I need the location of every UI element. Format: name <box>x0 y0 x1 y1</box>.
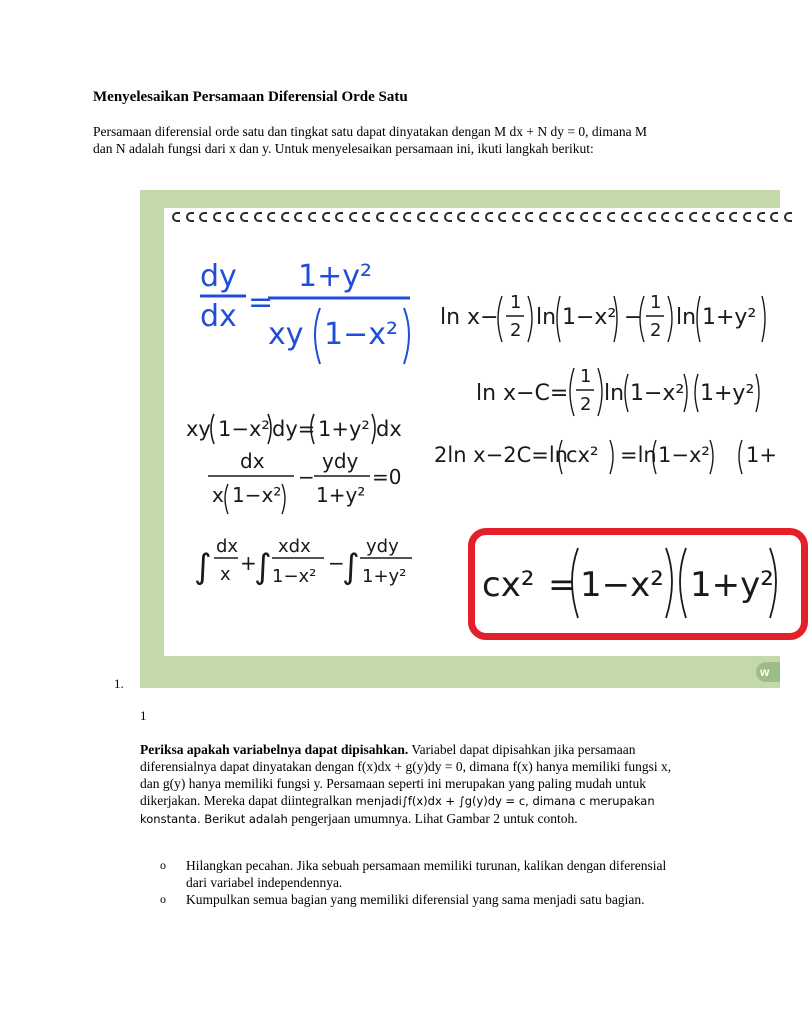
r1-two: 2 <box>510 320 522 341</box>
eq4-d2: 1−x² <box>272 566 317 587</box>
eq4-n1: dx <box>216 536 239 557</box>
svg-text:cx²: cx² <box>566 443 599 467</box>
step-text-1: Variabel dapat dipisahkan jika persamaan diferensialnya dapat dinyatakan dengan f(x)dx + g(y)dy = 0, dimana f(x) hanya memiliki fungsi x, dan g(y) hanya memiliki fungsi y. Persamaan seperti ini merupakan yang paling mudah untuk dikerjakan. Mereka dapat diintegralkan <box>140 742 672 808</box>
r1-a: ln x− <box>440 305 499 330</box>
svg-text:∫: ∫ <box>254 547 272 587</box>
r2-c: 1+y² <box>700 381 755 406</box>
intro-paragraph: Persamaan diferensial orde satu dan tingkat satu dapat dinyatakan dengan M dx + N dy = 0, dimana M dan N adalah fungsi dari x dan y. Untuk menyelesaikan persamaan ini, ikuti langkah berikut: <box>93 124 647 156</box>
r2-a: ln x−C= <box>476 381 569 406</box>
r1-half: 1 <box>510 292 522 313</box>
svg-text:ln: ln <box>676 305 697 330</box>
svg-text:1+y²: 1+y² <box>702 305 757 330</box>
result-f1: 1−x² <box>580 565 664 605</box>
step-heading: Periksa apakah variabelnya dapat dipisahkan. <box>140 742 409 757</box>
svg-text:1−x²: 1−x² <box>630 381 685 406</box>
eq4-n2: xdx <box>278 536 311 557</box>
list-item <box>160 857 680 891</box>
sub-step-list <box>160 857 680 908</box>
bullet-marker: o <box>160 858 166 872</box>
eq3-n2: ydy <box>322 449 359 473</box>
eq3-n1: dx <box>240 449 265 473</box>
eq1-numerator: 1+y² <box>298 259 373 294</box>
svg-text:1−x²: 1−x² <box>658 443 710 467</box>
eq3-rhs: =0 <box>372 465 402 489</box>
svg-text:=ln: =ln <box>620 443 657 467</box>
r2-two: 2 <box>580 394 592 415</box>
result-highlight-box <box>468 528 808 640</box>
eq1-den-xy: xy <box>268 317 304 352</box>
step-text-2: pengerjaan umumnya. Lihat Gambar 2 untuk contoh. <box>287 811 578 826</box>
list-item-text: Hilangkan pecahan. Jika sebuah persamaan memiliki turunan, kalikan dengan diferensial dari variabel independennya. <box>186 858 667 890</box>
svg-text:1: 1 <box>650 292 662 313</box>
svg-text:2: 2 <box>650 320 662 341</box>
svg-text:1−x²: 1−x² <box>218 417 270 441</box>
svg-text:x: x <box>212 483 224 507</box>
r2-half: 1 <box>580 366 592 387</box>
equation-illustration <box>140 190 780 688</box>
eq4-d3: 1+y² <box>362 566 407 587</box>
binding-ring <box>784 212 792 222</box>
step-formula: menjadi∫f(x)dx + ∫g(y)dy = c, dimana c merupakan konstanta. Berikut adalah <box>140 794 655 826</box>
svg-text:+: + <box>240 551 257 575</box>
notebook-paper <box>164 208 784 656</box>
r3-text: 2ln x−2C=ln <box>434 443 568 467</box>
list-number: 1. <box>114 676 124 691</box>
watermark-logo: w <box>756 662 780 682</box>
list-item-text: Kumpulkan semua bagian yang memiliki diferensial yang sama menjadi satu bagian. <box>186 892 645 907</box>
bullet-marker: o <box>160 892 166 906</box>
eq4-n3: ydy <box>366 536 399 557</box>
svg-text:1−x²: 1−x² <box>232 483 282 507</box>
step-number: 1 <box>140 708 147 723</box>
svg-text:−: − <box>328 551 345 575</box>
eq3-d2: 1+y² <box>316 483 366 507</box>
step-paragraph <box>140 741 685 828</box>
eq1-dx: dx <box>200 299 237 334</box>
svg-text:1+: 1+ <box>746 443 777 467</box>
svg-text:1+y²: 1+y² <box>318 417 370 441</box>
svg-text:ln: ln <box>536 305 557 330</box>
result-eq: = <box>548 565 577 605</box>
result-lhs: cx² <box>482 565 535 605</box>
result-f2: 1+y² <box>690 565 774 605</box>
svg-text:∫: ∫ <box>342 547 360 587</box>
page-title: Menyelesaikan Persamaan Diferensial Orde Satu <box>93 89 408 105</box>
list-item <box>160 891 680 908</box>
svg-text:dy=: dy= <box>272 417 316 441</box>
svg-text:∫: ∫ <box>194 547 212 587</box>
svg-text:dx: dx <box>376 417 402 441</box>
eq3-minus: − <box>298 465 315 489</box>
eq1-equals: = <box>248 285 274 320</box>
svg-text:ln: ln <box>604 381 625 406</box>
eq1-dy: dy <box>200 259 237 294</box>
eq2-text: xy <box>186 417 211 441</box>
r1-minus: − <box>624 305 643 330</box>
svg-text:1−x²: 1−x² <box>562 305 617 330</box>
eq4-d1: x <box>220 564 231 585</box>
eq1-den-paren: 1−x² <box>324 317 399 352</box>
